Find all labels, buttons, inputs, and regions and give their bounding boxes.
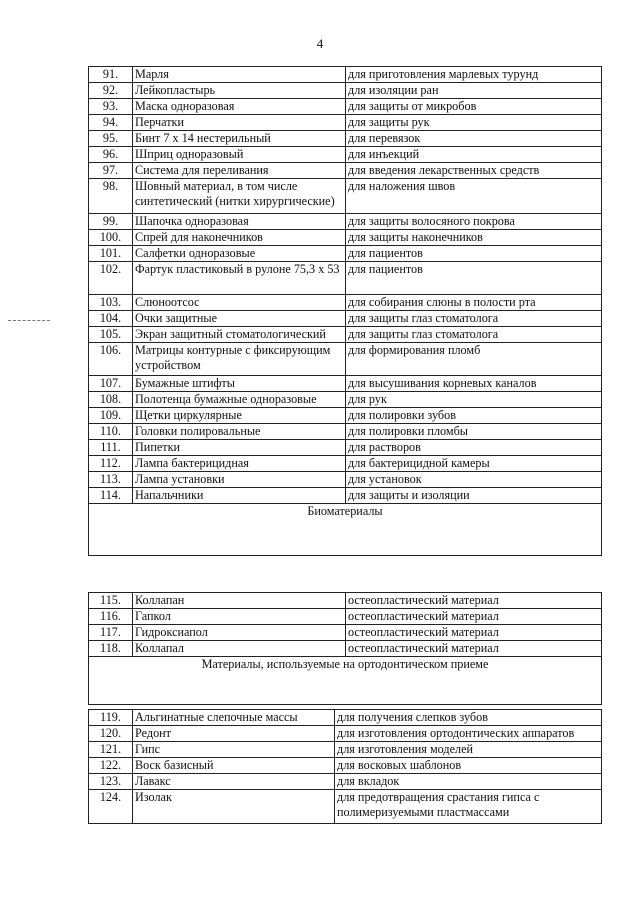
item-purpose: для защиты глаз стоматолога: [346, 327, 602, 343]
item-name: Бинт 7 х 14 нестерильный: [133, 131, 346, 147]
item-name: Коллапал: [133, 641, 346, 657]
section-title-orthodontic: Материалы, используемые на ортодонтическом приеме: [89, 657, 602, 705]
item-name: Коллапан: [133, 593, 346, 609]
table-row: [89, 230, 602, 246]
item-name: Лавакс: [133, 774, 335, 790]
item-name: Фартук пластиковый в рулоне 75,3 х 53: [133, 262, 346, 295]
table-row: [89, 790, 602, 824]
table-row: [89, 295, 602, 311]
item-name: Гидроксиапол: [133, 625, 346, 641]
table-row: [89, 262, 602, 295]
section-header-row: [89, 657, 602, 705]
table-row: [89, 609, 602, 625]
item-number: 110.: [89, 424, 133, 440]
item-name: Маска одноразовая: [133, 99, 346, 115]
item-name: Марля: [133, 67, 346, 83]
table-row: [89, 392, 602, 408]
item-name: Шприц одноразовый: [133, 147, 346, 163]
item-number: 111.: [89, 440, 133, 456]
table-row: [89, 456, 602, 472]
item-name: Напальчники: [133, 488, 346, 504]
item-name: Изолак: [133, 790, 335, 824]
item-number: 124.: [89, 790, 133, 824]
table-row: [89, 327, 602, 343]
table-row: [89, 376, 602, 392]
item-purpose: для формирования пломб: [346, 343, 602, 376]
item-number: 109.: [89, 408, 133, 424]
table-biomaterials: [88, 592, 602, 705]
item-number: 118.: [89, 641, 133, 657]
item-purpose: остеопластический материал: [346, 625, 602, 641]
table-row: [89, 99, 602, 115]
table-row: [89, 311, 602, 327]
item-name: Лампа установки: [133, 472, 346, 488]
table-row: [89, 115, 602, 131]
item-purpose: для восковых шаблонов: [335, 758, 602, 774]
item-number: 91.: [89, 67, 133, 83]
item-purpose: для защиты глаз стоматолога: [346, 311, 602, 327]
item-number: 113.: [89, 472, 133, 488]
item-number: 120.: [89, 726, 133, 742]
item-number: 119.: [89, 710, 133, 726]
item-number: 115.: [89, 593, 133, 609]
item-purpose: для приготовления марлевых турунд: [346, 67, 602, 83]
item-number: 123.: [89, 774, 133, 790]
item-purpose: для пациентов: [346, 246, 602, 262]
item-purpose: остеопластический материал: [346, 609, 602, 625]
item-purpose: для защиты наконечников: [346, 230, 602, 246]
item-purpose: для предотвращения срастания гипса с полимеризуемыми пластмассами: [335, 790, 602, 824]
table-row: [89, 179, 602, 214]
item-name: Спрей для наконечников: [133, 230, 346, 246]
table-row: [89, 641, 602, 657]
item-number: 104.: [89, 311, 133, 327]
item-name: Воск базисный: [133, 758, 335, 774]
item-purpose: для изоляции ран: [346, 83, 602, 99]
table-row: [89, 593, 602, 609]
table-row: [89, 67, 602, 83]
table-row: [89, 726, 602, 742]
table-general-supplies: [88, 66, 602, 556]
item-name: Лейкопластырь: [133, 83, 346, 99]
item-number: 122.: [89, 758, 133, 774]
item-number: 93.: [89, 99, 133, 115]
item-name: Редонт: [133, 726, 335, 742]
item-purpose: для полировки пломбы: [346, 424, 602, 440]
item-name: Слюноотсос: [133, 295, 346, 311]
table-row: [89, 774, 602, 790]
item-name: Пипетки: [133, 440, 346, 456]
item-name: Лампа бактерицидная: [133, 456, 346, 472]
item-purpose: для установок: [346, 472, 602, 488]
item-purpose: для высушивания корневых каналов: [346, 376, 602, 392]
item-purpose: для защиты рук: [346, 115, 602, 131]
item-purpose: для пациентов: [346, 262, 602, 295]
page-number: 4: [316, 36, 324, 51]
item-number: 95.: [89, 131, 133, 147]
item-name: Система для переливания: [133, 163, 346, 179]
item-number: 106.: [89, 343, 133, 376]
item-number: 102.: [89, 262, 133, 295]
table-row: [89, 246, 602, 262]
table-row: [89, 343, 602, 376]
item-number: 101.: [89, 246, 133, 262]
item-number: 100.: [89, 230, 133, 246]
item-purpose: остеопластический материал: [346, 593, 602, 609]
item-number: 116.: [89, 609, 133, 625]
table-row: [89, 710, 602, 726]
item-purpose: для бактерицидной камеры: [346, 456, 602, 472]
item-number: 99.: [89, 214, 133, 230]
table-row: [89, 163, 602, 179]
item-name: Бумажные штифты: [133, 376, 346, 392]
item-number: 117.: [89, 625, 133, 641]
item-purpose: для рук: [346, 392, 602, 408]
item-purpose: для защиты и изоляции: [346, 488, 602, 504]
table-row: [89, 147, 602, 163]
item-name: Головки полировальные: [133, 424, 346, 440]
item-number: 105.: [89, 327, 133, 343]
item-purpose: для инъекций: [346, 147, 602, 163]
item-number: 107.: [89, 376, 133, 392]
item-number: 121.: [89, 742, 133, 758]
item-purpose: для изготовления ортодонтических аппаратов: [335, 726, 602, 742]
item-purpose: для наложения швов: [346, 179, 602, 214]
item-name: Полотенца бумажные одноразовые: [133, 392, 346, 408]
section-title-biomaterials: Биоматериалы: [89, 504, 602, 556]
table-row: [89, 742, 602, 758]
item-purpose: для защиты волосяного покрова: [346, 214, 602, 230]
item-purpose: для полировки зубов: [346, 408, 602, 424]
item-number: 92.: [89, 83, 133, 99]
item-name: Салфетки одноразовые: [133, 246, 346, 262]
table-row: [89, 440, 602, 456]
item-number: 103.: [89, 295, 133, 311]
table-row: [89, 625, 602, 641]
item-name: Шовный материал, в том числе синтетический (нитки хирургические): [133, 179, 346, 214]
item-number: 94.: [89, 115, 133, 131]
section-header-row: [89, 504, 602, 556]
item-purpose: остеопластический материал: [346, 641, 602, 657]
item-name: Гипс: [133, 742, 335, 758]
item-purpose: для защиты от микробов: [346, 99, 602, 115]
item-number: 114.: [89, 488, 133, 504]
item-number: 112.: [89, 456, 133, 472]
item-name: Очки защитные: [133, 311, 346, 327]
item-name: Перчатки: [133, 115, 346, 131]
item-name: Альгинатные слепочные массы: [133, 710, 335, 726]
item-purpose: для получения слепков зубов: [335, 710, 602, 726]
item-purpose: для собирания слюны в полости рта: [346, 295, 602, 311]
item-purpose: для перевязок: [346, 131, 602, 147]
table-row: [89, 488, 602, 504]
item-purpose: для вкладок: [335, 774, 602, 790]
table-row: [89, 424, 602, 440]
item-name: Щетки циркулярные: [133, 408, 346, 424]
item-number: 97.: [89, 163, 133, 179]
table-row: [89, 408, 602, 424]
item-name: Шапочка одноразовая: [133, 214, 346, 230]
item-number: 108.: [89, 392, 133, 408]
item-name: Гапкол: [133, 609, 346, 625]
table-orthodontic-materials: [88, 709, 602, 824]
table-row: [89, 131, 602, 147]
item-number: 98.: [89, 179, 133, 214]
table-row: [89, 758, 602, 774]
table-row: [89, 214, 602, 230]
item-purpose: для растворов: [346, 440, 602, 456]
margin-scan-mark: [8, 320, 50, 323]
item-name: Матрицы контурные с фиксирующим устройством: [133, 343, 346, 376]
item-number: 96.: [89, 147, 133, 163]
table-row: [89, 472, 602, 488]
item-purpose: для изготовления моделей: [335, 742, 602, 758]
item-purpose: для введения лекарственных средств: [346, 163, 602, 179]
table-row: [89, 83, 602, 99]
item-name: Экран защитный стоматологический: [133, 327, 346, 343]
